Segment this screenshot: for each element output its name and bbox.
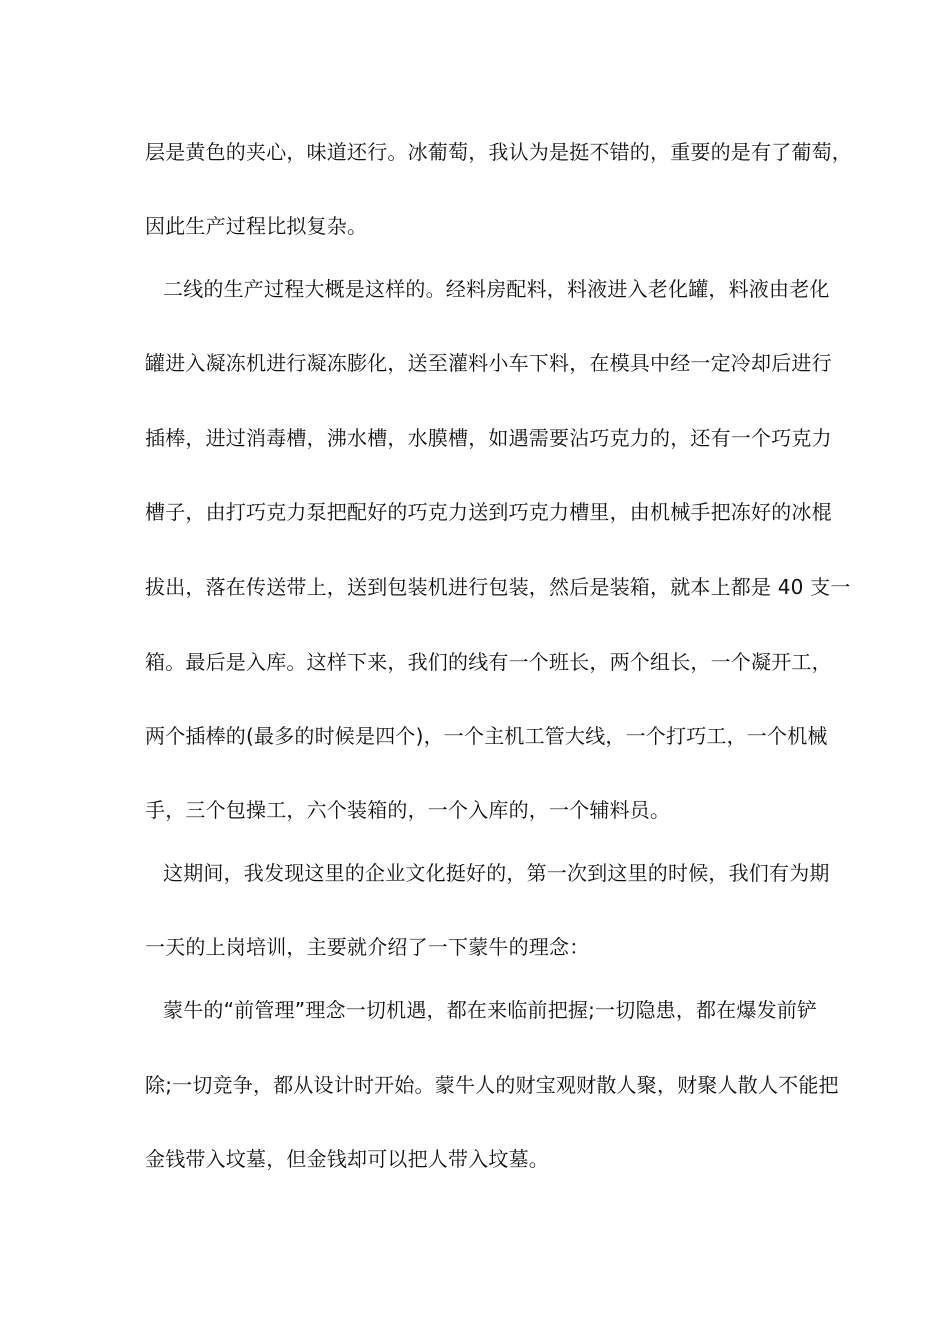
text-line: 层是黄色的夹心，味道还行。冰葡萄，我认为是挺不错的，重要的是有了葡萄， [145,140,852,164]
text-line: 两个插棒的(最多的时候是四个)，一个主机工管大线，一个打巧工，一个机械 [145,724,828,748]
paragraph-start-line: 这期间，我发现这里的企业文化挺好的，第一次到这里的时候，我们有为期 [163,861,830,885]
text-line: 插棒，进过消毒槽，沸水槽，水膜槽，如遇需要沾巧克力的，还有一个巧克力 [145,426,832,450]
text-line: 拔出，落在传送带上，送到包装机进行包装，然后是装箱，就本上都是 40 支一 [145,575,851,599]
text-line: 槽子，由打巧克力泵把配好的巧克力送到巧克力槽里，由机械手把冻好的冰棍 [145,500,832,524]
paragraph-start-line: 蒙牛的“前管理”理念一切机遇，都在来临前把握;一切隐患，都在爆发前铲 [163,998,818,1022]
text-line: 因此生产过程比拟复杂。 [145,214,368,238]
text-line: 手，三个包操工，六个装箱的，一个入库的，一个辅料员。 [145,798,671,822]
text-line: 罐进入凝冻机进行凝冻膨化，送至灌料小车下料，在模具中经一定冷却后进行 [145,351,832,375]
text-line: 一天的上岗培训，主要就介绍了一下蒙牛的理念： [145,935,590,959]
text-line: 除;一切竞争，都从设计时开始。蒙牛人的财宝观财散人聚，财聚人散人不能把 [145,1073,839,1097]
text-line: 箱。最后是入库。这样下来，我们的线有一个班长，两个组长，一个凝开工， [145,650,832,674]
text-line: 金钱带入坟墓，但金钱却可以把人带入坟墓。 [145,1147,549,1171]
paragraph-start-line: 二线的生产过程大概是这样的。经料房配料，料液进入老化罐，料液由老化 [163,277,830,301]
